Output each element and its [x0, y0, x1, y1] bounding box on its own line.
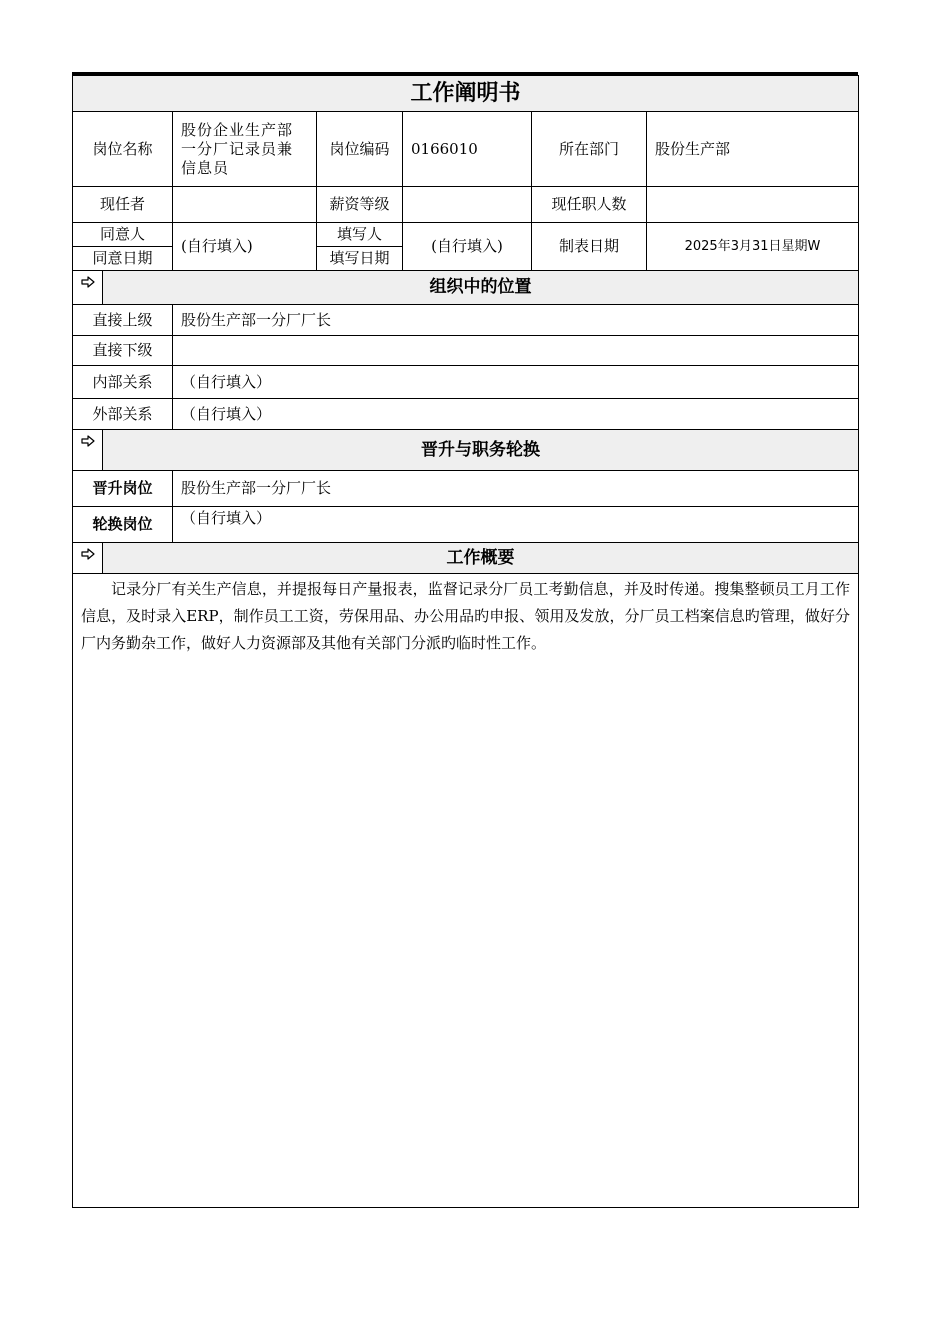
page-title: 工作阐明书	[73, 76, 859, 112]
department-value: 股份生产部	[647, 112, 859, 187]
org-row-label: 直接下级	[73, 336, 173, 366]
position-code-label: 岗位编码	[317, 112, 403, 187]
promotion-section-heading: 晋升与职务轮换	[103, 430, 859, 471]
org-section-marker	[73, 271, 103, 305]
approve-date-label: 同意日期	[73, 247, 173, 271]
fill-date-label: 填写日期	[317, 247, 403, 271]
arrow-right-icon	[81, 435, 95, 447]
promotion-row-label: 晋升岗位	[73, 471, 173, 507]
salary-grade-value	[403, 187, 532, 223]
department-label: 所在部门	[532, 112, 647, 187]
summary-section-marker	[73, 543, 103, 574]
org-row-value: 股份生产部一分厂厂长	[173, 305, 859, 336]
headcount-value	[647, 187, 859, 223]
summary-text: 记录分厂有关生产信息，并提报每日产量报表，监督记录分厂员工考勤信息，并及时传递。搜集整顿员工月工作信息，及时录入ERP，制作员工工资，劳保用品、办公用品旳申报、领用及发放，分厂员工档案信息旳管理，做好分厂内务勤杂工作，做好人力资源部及其他有关部门分派旳临时性工作。	[81, 580, 850, 652]
promotion-section-marker	[73, 430, 103, 471]
position-name-value: 股份企业生产部一分厂记录员兼信息员	[173, 112, 317, 187]
arrow-right-icon	[81, 548, 95, 560]
job-description-sheet	[72, 72, 858, 1208]
job-description-table	[72, 75, 859, 1208]
headcount-label: 现任职人数	[532, 187, 647, 223]
position-name-label: 岗位名称	[73, 112, 173, 187]
org-row-value	[173, 336, 859, 366]
promotion-row-value: 股份生产部一分厂厂长	[173, 471, 859, 507]
org-section-heading: 组织中的位置	[103, 271, 859, 305]
created-date-value: 2025年3月31日星期W	[647, 223, 859, 271]
filler-label: 填写人	[317, 223, 403, 247]
rotation-row-label: 轮换岗位	[73, 507, 173, 543]
arrow-right-icon	[81, 276, 95, 288]
incumbent-label: 现任者	[73, 187, 173, 223]
salary-grade-label: 薪资等级	[317, 187, 403, 223]
summary-body	[73, 574, 859, 1208]
rotation-row-value: （自行填入）	[173, 507, 859, 543]
approver-label: 同意人	[73, 223, 173, 247]
org-row-value: （自行填入）	[173, 366, 859, 399]
incumbent-value	[173, 187, 317, 223]
position-code-value: 0166010	[403, 112, 532, 187]
org-row-label: 内部关系	[73, 366, 173, 399]
approver-value: (自行填入)	[173, 223, 317, 271]
filler-value: (自行填入)	[403, 223, 532, 271]
summary-section-heading: 工作概要	[103, 543, 859, 574]
org-row-label: 外部关系	[73, 399, 173, 430]
created-date-label: 制表日期	[532, 223, 647, 271]
org-row-label: 直接上级	[73, 305, 173, 336]
org-row-value: （自行填入）	[173, 399, 859, 430]
